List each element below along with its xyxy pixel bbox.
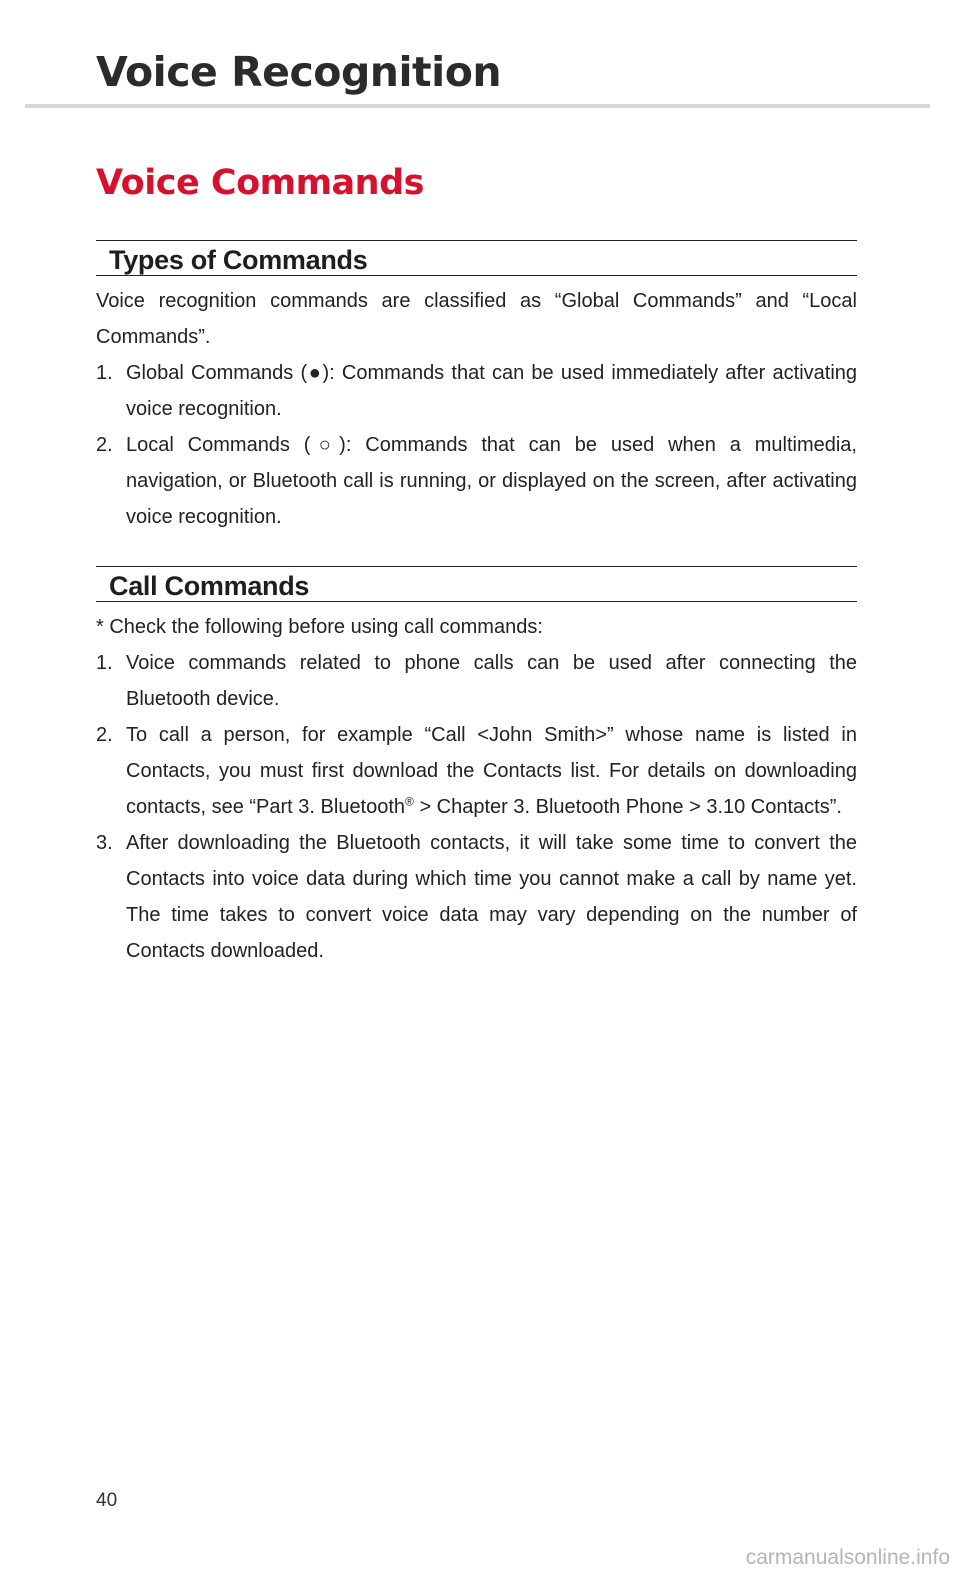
- hollow-circle-icon: ○: [310, 434, 340, 456]
- list-item: [96, 355, 857, 427]
- call-commands-list: [96, 645, 857, 969]
- types-of-commands-section: [96, 240, 857, 535]
- list-item-number: 1.: [96, 362, 113, 384]
- page-number: 40: [96, 1490, 118, 1511]
- call-commands-heading: Call Commands: [96, 566, 857, 602]
- list-item-number: 3.: [96, 832, 113, 854]
- list-item-text: ): Commands that can be used immediately after activating voice recognition.: [126, 362, 858, 420]
- call-commands-note: * Check the following before using call commands:: [96, 616, 543, 638]
- list-item-text: Voice commands related to phone calls can be used after connecting the Bluetooth device.: [126, 652, 857, 710]
- list-item-text: ): Commands that can be used when a multimedia, navigation, or Bluetooth call is running, or displayed on the screen, after activating voice recognition.: [126, 434, 857, 528]
- list-item: [96, 427, 857, 535]
- list-item-text: Local Commands (: [126, 434, 311, 456]
- list-item-text: > Chapter 3. Bluetooth Phone > 3.10 Contacts”.: [413, 796, 842, 818]
- list-item: [96, 645, 857, 717]
- watermark: carmanualsonline.info: [745, 1546, 950, 1569]
- list-item: [96, 825, 857, 969]
- chapter-title: Voice Recognition: [96, 48, 502, 96]
- types-of-commands-heading: Types of Commands: [96, 240, 857, 276]
- list-item: [96, 717, 857, 825]
- filled-circle-icon: ●: [307, 362, 323, 384]
- chapter-title-rule: [25, 104, 930, 108]
- types-of-commands-intro: Voice recognition commands are classified as “Global Commands” and “Local Commands”.: [96, 290, 857, 348]
- list-item-text: Global Commands (: [126, 362, 308, 384]
- list-item-text: To call a person, for example “Call <John Smith>” whose name is listed in Contacts, you must first download the Contacts list. For details on downloading contacts, see “Part 3. Bluetooth: [126, 724, 857, 818]
- types-of-commands-list: [96, 355, 857, 535]
- call-commands-section: [96, 566, 857, 969]
- list-item-text: After downloading the Bluetooth contacts, it will take some time to convert the Contacts into voice data during which time you cannot make a call by name yet. The time takes to convert voice data may vary depending on the number of Contacts downloaded.: [126, 832, 857, 962]
- list-item-number: 2.: [96, 434, 113, 456]
- list-item-number: 1.: [96, 652, 113, 674]
- section-title: Voice Commands: [96, 163, 424, 203]
- registered-mark: ®: [405, 794, 414, 809]
- list-item-number: 2.: [96, 724, 113, 746]
